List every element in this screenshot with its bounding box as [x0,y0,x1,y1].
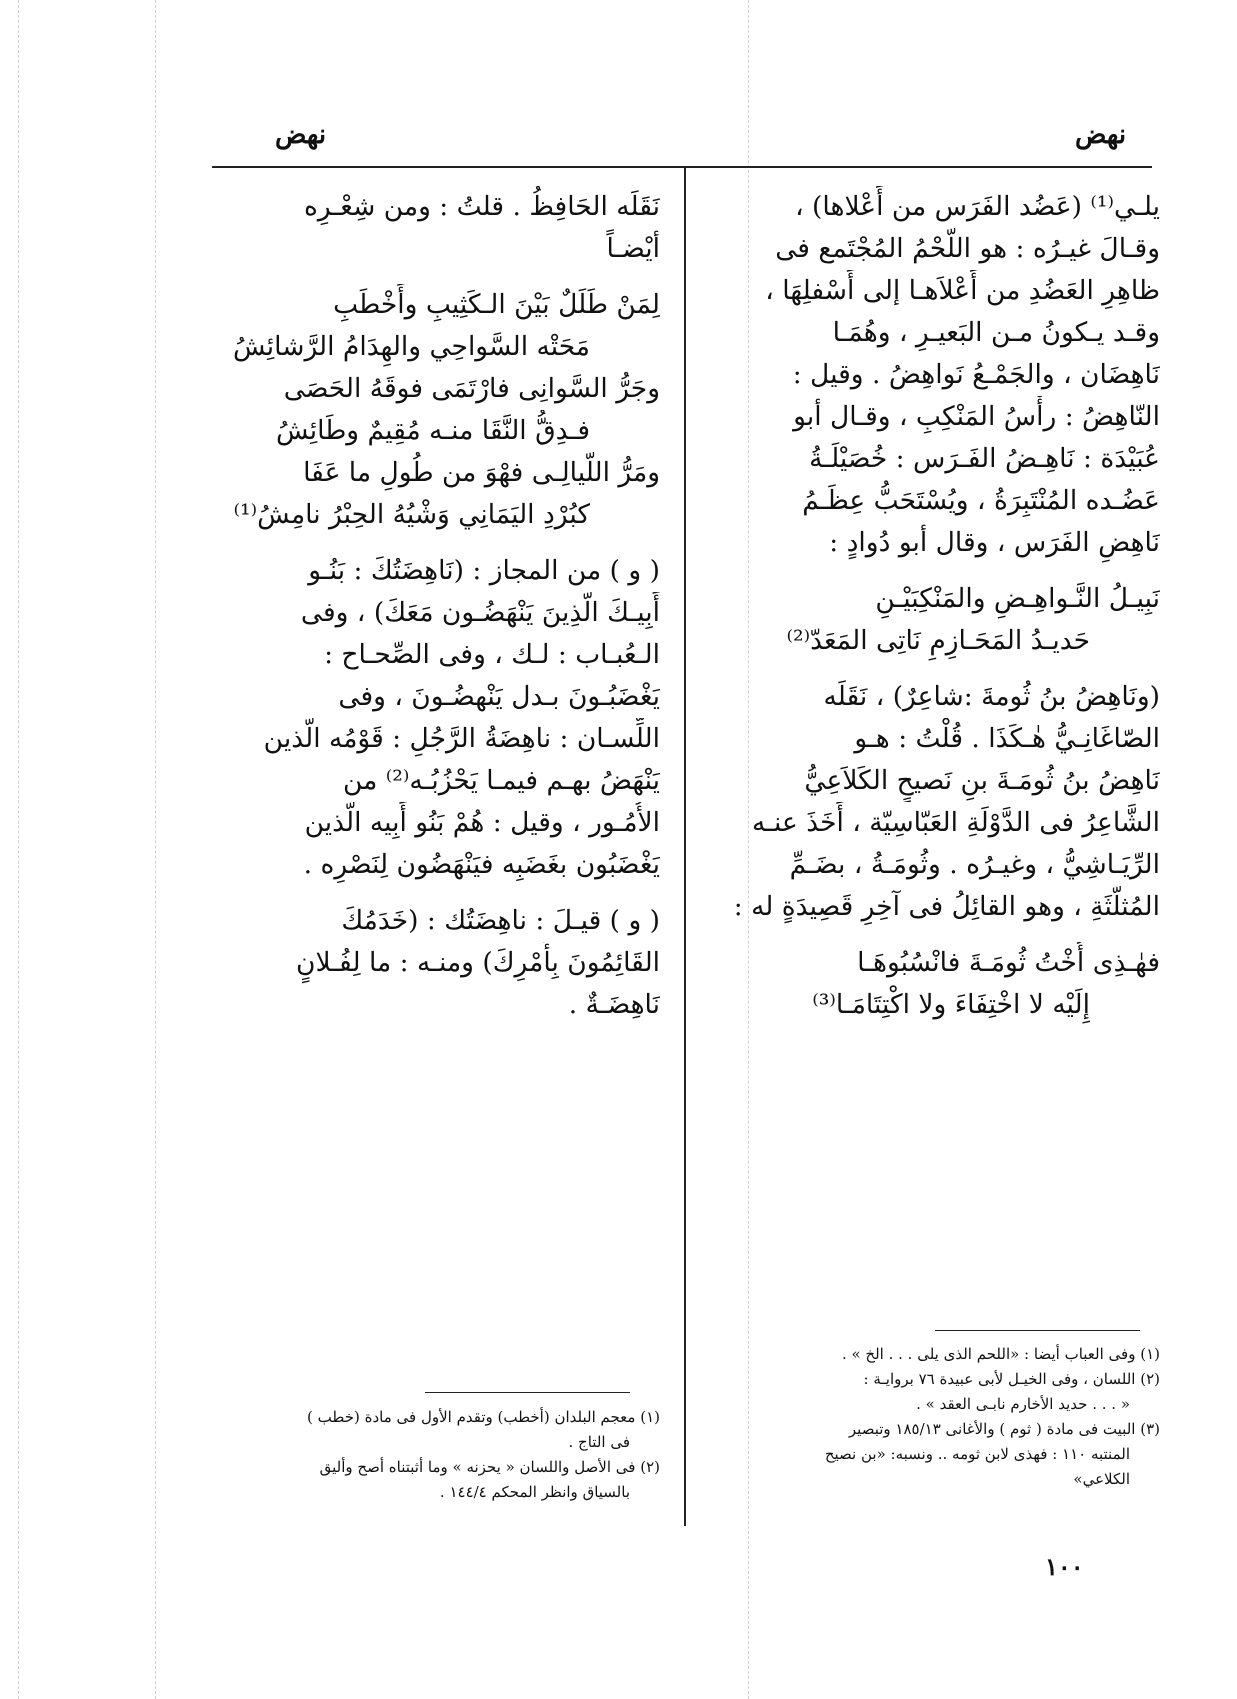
text-line: المُثلَّثَةِ ، وهو القائِلُ فى آخِرِ قَصِيدَةٍ له : [733,891,1160,922]
verse-hemistich: حَديـدُ المَحَـازِمِ نَاتِى المَعَدّ⁽²⁾ [786,625,1090,656]
verse-hemistich: فـدِقُّ النَّقَا منـه مُقِيمٌ وطَائِشُ [275,415,590,446]
footnote-line: الكلاعي» [1073,1470,1130,1488]
text-line: نَاهِضَان ، والجَمْـعُ نَواهِضُ . وقيل : [792,359,1160,390]
right-footnotes [712,1342,1160,1492]
footnote-line: « . . . حديد الأخارم نابـى العقد » . [916,1395,1130,1413]
verse-hemistich: إِلَيْه لا اخْتِفَاءَ ولا اكْتِتَامَـا⁽³⁾ [812,989,1090,1020]
footnote-line: بالسياق وانظر المحكم ١٤٤/٤ . [439,1483,630,1501]
text-line: عُبَيْدَة : نَاهِـضُ الفَـرَس : خُصَيْلَـةُ [809,443,1160,474]
text-line: الـعُبـاب : لـك ، وفى الصِّحـاح : [324,639,660,670]
verse-hemistich: وجَرُّ السَّوانِى فارْتَمَى فوقَهُ الحَصَى [283,373,660,404]
text-line: القَائِمُونَ بِأَمْرِكَ) ومنـه : ما لِفُـلانٍ [296,947,660,978]
text-line: وقـالَ غيـرُه : هو اللَّحْمُ المُجْتَمع فى [775,233,1160,264]
scan-guide-line [18,0,19,1699]
footnote-rule [425,1392,630,1393]
text-line: نَاهِضَـةٌ . [568,989,660,1020]
verse-hemistich: ومَرُّ اللّيالِـى فهْوَ من طُولِ ما عَفَا [303,457,660,488]
text-line: أَبِيـكَ الَّذِينَ يَنْهَضُـون مَعَكَ) ، وفى [300,597,660,628]
text-line: يَنْهَضُ بهـم فيمـا يَحْزُبُـه⁽²⁾ من [342,765,660,796]
text-line: النّاهِضُ : رأْسُ المَنْكِبِ ، وقـال أبو [793,401,1160,432]
text-line: يلـي⁽¹⁾ (عَضُد الفَرَس من أَعْلاها) ، [795,191,1160,222]
column-divider [684,166,686,1526]
text-line: ظاهِرِ العَضُدِ من أَعْلاَهـا إلى أَسْفلِهَا ، [765,275,1160,306]
text-line: الرِّيَـاشِيُّ ، وغيـرُه . وثُومَـةُ ، بضَـمِّ [789,849,1160,880]
footnote-line: (٢) فى الأصل واللسان « يحزنه » وما أثبتناه أصح وأليق [319,1458,660,1476]
footnote-rule [935,1330,1140,1331]
verse-hemistich: نَبِيـلُ النَّـواهِـضِ والمَنْكِبَيْـنِ [875,583,1160,614]
footnote-line: (١) معجم البلدان (أخطب) وتقدم الأول فى مادة (خطب ) [307,1408,660,1426]
footnote-line: (١) وفى العباب أيضا : «اللحم الذى يلى . . . الخ » . [841,1345,1160,1363]
footnote-line: فى التاج . [568,1433,630,1451]
running-header-left: نهض [275,120,327,150]
text-line: عَضُـده المُنْتَبِرَةُ ، ويُسْتَحَبُّ عِظَـمُ [802,485,1160,516]
text-line: ( و ) من المجاز : (نَاهِضَتُكَ : بَنُـو [308,555,660,586]
text-line: يَغْضَبُون بغَضَبِه فيَنْهَضُون لِنَصْرِه . [303,849,660,880]
footnote-line: المنتبه ١١٠ : فهذى لابن ثومه .. ونسبه: «بن نصيح [824,1445,1130,1463]
text-line: نَاهِضِ الفَرَس ، وقال أبو دُوادٍ : [829,527,1160,558]
verse-hemistich: لِمَنْ طَلَلٌ بَيْنَ الـكَثِيبِ وأَخْطَبِ [333,289,660,320]
footnote-line: (٣) البيت فى مادة ( ثوم ) والأغانى ١٨٥/١٣ وتبصير [848,1420,1160,1438]
text-line: الأُمُـور ، وقيل : هُمْ بَنُو أَبِيه الَّذين [304,807,660,838]
text-line: (ونَاهِضُ بنُ ثُومةَ :شاعِرٌ) ، نَقَلَه [823,681,1160,712]
text-line: الصّاغَانِـيُّ هٰـكَذَا . قُلْتُ : هـو [854,723,1160,754]
right-column [712,186,1160,1026]
text-line: وقـد يـكونُ مـن البَعيـرِ ، وهُمَـا [832,317,1160,348]
text-line: ( و ) قيـلَ : ناهِضَتُك : (خَدَمُكَ [341,905,660,936]
scan-guide-line [155,0,156,1699]
verse-hemistich: كبُرْدِ اليَمَانِي وَشْيُهُ الحِبْرُ نامِشُ⁽¹⁾ [233,499,590,530]
running-header-right: نهض [1075,120,1127,150]
text-line: يَغْضَبُـونَ بـدل يَنْهضُـونَ ، وفى [338,681,660,712]
text-line: نَقَلَه الحَافِظُ . قلتُ : ومن شِعْـرِه [304,191,660,222]
text-line: نَاهِضُ بنُ ثُومَـةَ بنِ نَصيحٍ الكَلاَعِيُّ [804,765,1160,796]
page-number: ١٠٠ [1045,1552,1084,1581]
left-footnotes [212,1405,660,1505]
header-rule [212,166,1152,168]
footnote-line: (٢) اللسان ، وفى الخيـل لأبى عبيدة ٧٦ بروايـة : [863,1370,1160,1388]
left-column [212,186,660,1026]
verse-hemistich: فهٰـذِى أُخْتُ ثُومَـةَ فانْسُبُوهَـا [857,947,1160,978]
text-line: أيْضـاً [606,233,660,264]
text-line: الشَّاعِرُ فى الدَّوْلَةِ العَبّاسِيّة ، أَخَذَ عنـه [752,807,1160,838]
verse-hemistich: مَحَتْه السَّواحِي والهِدَامُ الرَّشائِشُ [233,331,590,362]
text-line: اللِّسـان : ناهِضَةُ الرَّجُلِ : قَوْمُه الَّذين [263,723,660,754]
